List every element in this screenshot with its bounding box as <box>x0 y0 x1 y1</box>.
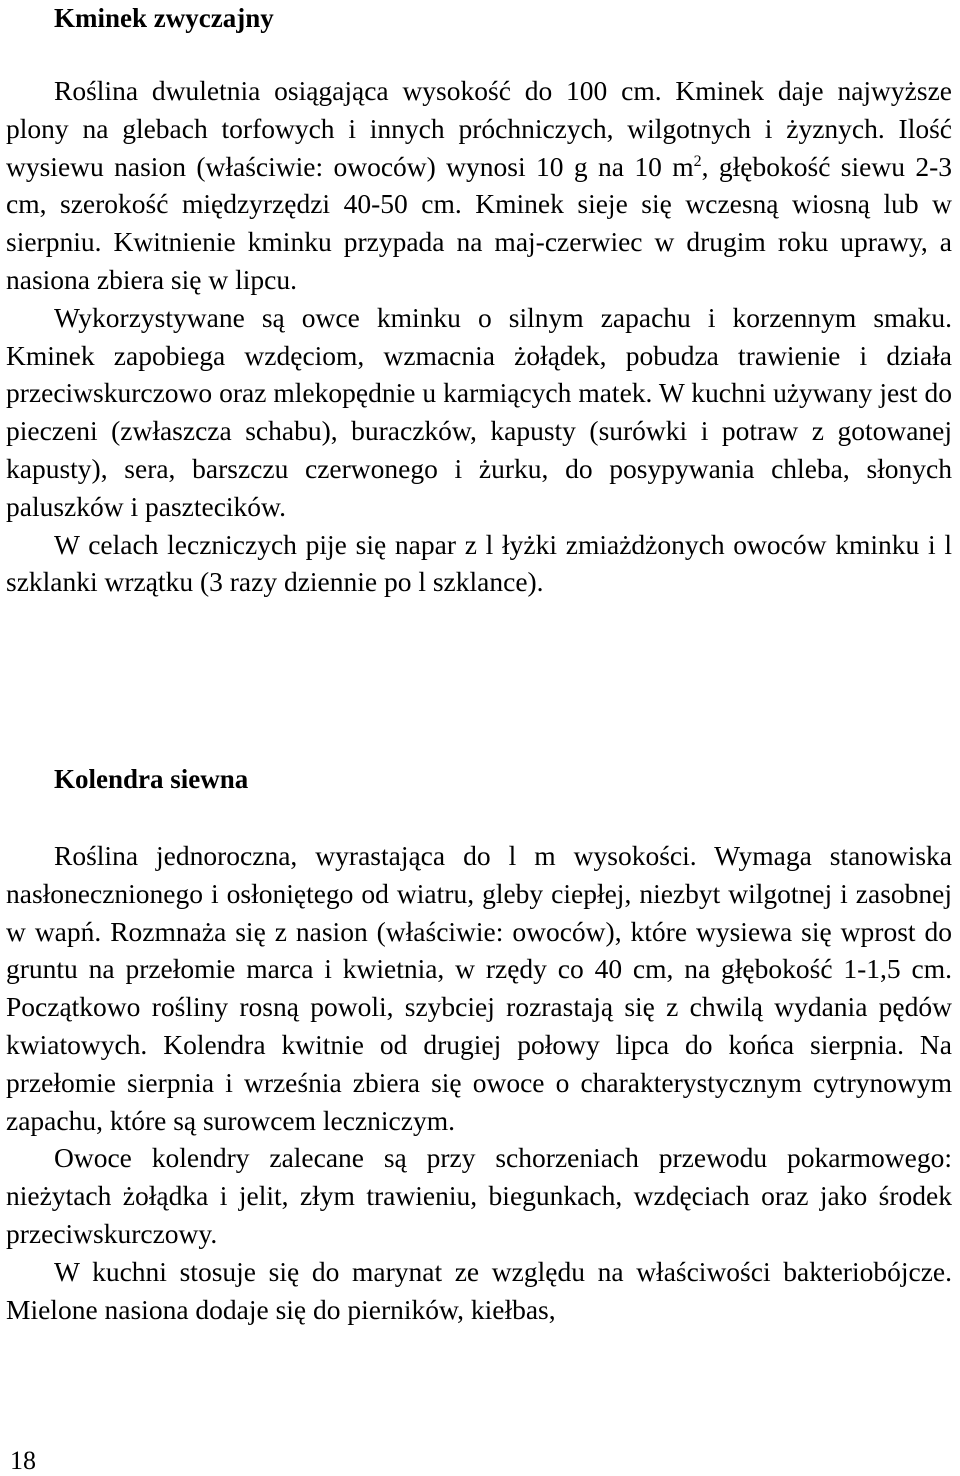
paragraph-text: , głębokość siewu 2-3 cm, szerokość międzyrzędzi 40-50 cm. Kminek sieje się wczesną wiosną lub w sierpniu. Kwitnienie kminku przypada na maj-czerwiec w drugim roku uprawy, a nasiona zbiera się w lipcu. <box>6 150 952 295</box>
page-number: 18 <box>10 1446 36 1475</box>
paragraph: W celach leczniczych pije się napar z l łyżki zmiażdżonych owoców kminku i l szklanki wrzątku (3 razy dziennie po l szklance). <box>6 528 952 598</box>
paragraph: W kuchni stosuje się do marynat ze względu na właściwości bakteriobójcze. Mielone nasiona dodaje się do pierników, kiełbas, <box>6 1255 952 1325</box>
superscript: 2 <box>693 152 702 170</box>
paragraph: Wykorzystywane są owce kminku o silnym zapachu i korzennym smaku. Kminek zapobiega wzdęciom, wzmacnia żołądek, pobudza trawienie i działa przeciwskurczowo oraz mlekopędnie u karmiących matek. W kuchni używany jest do pieczeni (zwłaszcza schabu), buraczków, kapusty (surówki i potraw z gotowanej kapusty), sera, barszczu czerwonego i żurku, do posypywania chleba, słonych paluszków i pasztecików. <box>6 301 952 522</box>
paragraph: Owoce kolendry zalecane są przy schorzeniach przewodu pokarmowego: nieżytach żołądka i jelit, złym trawieniu, biegunkach, wzdęciach oraz jako środek przeciwskurczowy. <box>6 1142 952 1249</box>
paragraph <box>6 72 952 299</box>
paragraph: Roślina jednoroczna, wyrastająca do l m wysokości. Wymaga stanowiska nasłonecznionego i osłoniętego od wiatru, gleby ciepłej, niezbyt wilgotnej i zasobnej w wapń. Rozmnaża się z nasion (właściwie: owoców), które wysiewa się wprost do gruntu na przełomie marca i kwietnia, w rzędy co 40 cm, na głębokość 1-1,5 cm. Początkowo rośliny rosną powoli, szybciej rozrastają się z chwilą wydania pędów kwiatowych. Kolendra kwitnie od drugiej połowy lipca do końca sierpnia. Na przełomie sierpnia i września zbiera się owoce o charakterystycznym cytrynowym zapachu, które są surowcem leczniczym. <box>6 840 952 1136</box>
paragraph-text: Roślina dwuletnia osiągająca wysokość do 100 cm. Kminek daje najwyższe plony na glebach torfowych i innych próchniczych, wilgotnych i żyznych. Ilość wysiewu nasion (właściwie: owoców) wynosi 10 g na 10 m <box>6 75 952 182</box>
section-heading-kminek: Kminek zwyczajny <box>54 3 274 33</box>
section-kolendra <box>6 837 952 1328</box>
section-kminek <box>6 72 952 601</box>
section-heading-kolendra: Kolendra siewna <box>54 764 249 794</box>
